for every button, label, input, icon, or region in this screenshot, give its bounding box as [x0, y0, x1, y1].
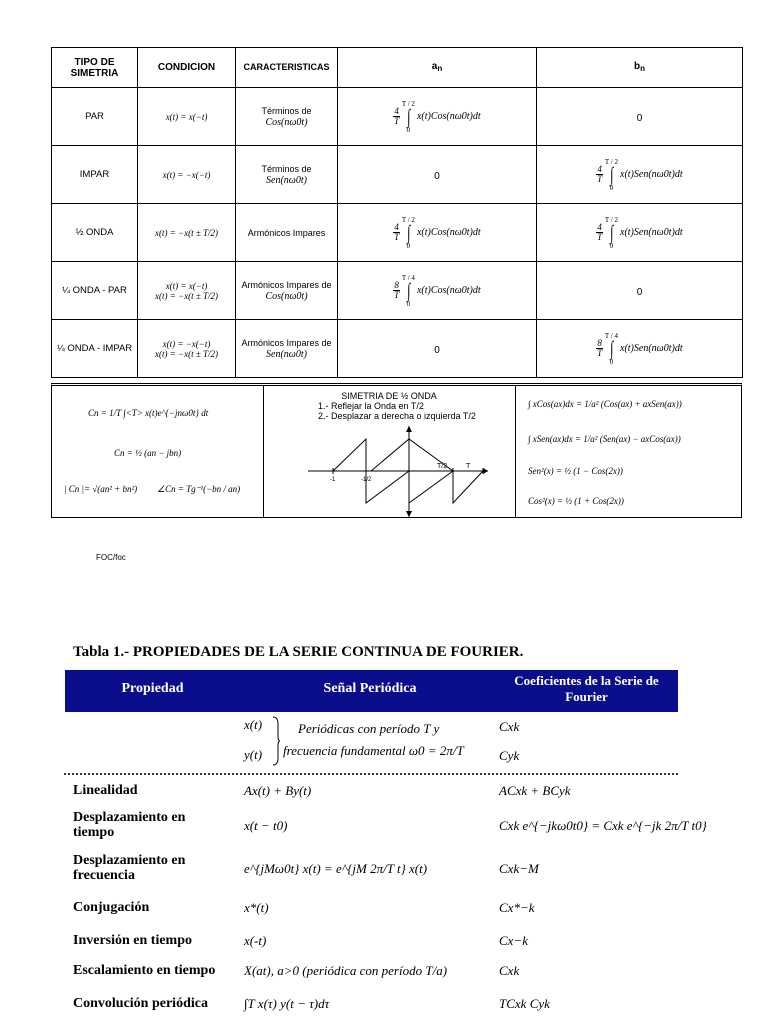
half-wave-step-1: 1.- Reflejar la Onda en T/2: [318, 401, 424, 411]
header-an: $a_n$: [338, 48, 537, 88]
axis-label-t2: T/2: [437, 463, 448, 470]
symmetry-row: [52, 262, 743, 320]
zero-value: 0: [636, 112, 643, 124]
integral-sign-icon: ∫: [406, 105, 411, 128]
bn-formula: [537, 320, 743, 378]
identity-cos2: Cos²(x) = ½ (1 + Cos(2x)): [528, 496, 624, 506]
intro-coef-x: Cxk: [499, 719, 520, 734]
zero-value: 0: [434, 170, 440, 182]
an-formula: [338, 88, 537, 146]
property-signal: x(-t): [244, 933, 267, 948]
integral-sign-icon: ∫: [609, 337, 614, 360]
integral-sign-icon: ∫: [609, 163, 614, 186]
property-signal: x(t − t0): [244, 818, 288, 833]
symmetry-table: [51, 47, 743, 378]
symmetry-type: PAR: [52, 88, 138, 146]
integral-sign-icon: ∫: [406, 221, 411, 244]
symmetry-condition: x(t) = −x(−t): [138, 146, 236, 204]
symmetry-characteristics: Términos de Cos(nω0t): [236, 88, 338, 146]
symmetry-type: ¼ ONDA - PAR: [52, 262, 138, 320]
an-formula: [338, 262, 537, 320]
property-name: Escalamiento en tiempo: [73, 963, 216, 978]
identity-xsen: ∫ xSen(ax)dx = 1/a² (Sen(ax) − axCos(ax)): [528, 434, 681, 444]
formula-cn-integral: Cn = 1/T ∫<T> x(t)e^{−jnω0t} dt: [88, 408, 209, 418]
property-coefficient: Cxk e^{−jkω0t0} = Cxk e^{−jk 2π/T t0}: [499, 818, 707, 833]
properties-table-header: [65, 670, 678, 712]
symmetry-condition: x(t) = −x(−t) x(t) = −x(t ± T/2): [138, 320, 236, 378]
bn-formula: [537, 88, 743, 146]
property-signal: X(at), a>0 (periódica con período T/a): [244, 963, 448, 978]
identity-xcos: ∫ xCos(ax)dx = 1/a² (Cos(ax) + axSen(ax)): [528, 399, 682, 409]
formula-cn-ab: Cn = ½ (an − jbn): [114, 448, 182, 458]
symmetry-characteristics: Armónicos Impares: [236, 204, 338, 262]
fourier-coef-formulas: [52, 386, 264, 517]
symmetry-row: [52, 146, 743, 204]
symmetry-type: ¼ ONDA - IMPAR: [52, 320, 138, 378]
integral-expression: $\frac{4}{T}$ T / 2 ∫ 0 x(t)Sen(nω0t)dt: [597, 157, 683, 192]
property-signal: ∫T x(τ) y(t − τ)dτ: [244, 996, 330, 1011]
axis-label-t: T: [466, 463, 471, 470]
symmetry-characteristics: Armónicos Impares de Cos(nω0t): [236, 262, 338, 320]
footer-note: FOC/foc: [96, 553, 126, 562]
integral-expression: $\frac{4}{T}$ T / 2 ∫ 0 x(t)Sen(nω0t)dt: [597, 215, 683, 250]
property-coefficient: Cxk−M: [499, 861, 539, 876]
identity-sen2: Sen²(x) = ½ (1 − Cos(2x)): [528, 466, 623, 476]
an-formula: [338, 146, 537, 204]
property-coefficient: Cx−k: [499, 933, 528, 948]
property-name: Desplazamiento en frecuencia: [73, 853, 186, 883]
half-wave-step-2: 2.- Desplazar a derecha o izquierda T/2: [318, 411, 476, 421]
formula-cn-angle: ∠Cn = Tg⁻¹(−bn / an): [157, 484, 241, 494]
symmetry-condition: x(t) = −x(t ± T/2): [138, 204, 236, 262]
symmetry-characteristics: Armónicos Impares de Sen(nω0t): [236, 320, 338, 378]
axis-label-neg-half: -1/2: [361, 477, 372, 483]
symmetry-characteristics: Términos de Sen(nω0t): [236, 146, 338, 204]
header-caracteristicas: CARACTERISTICAS: [236, 48, 338, 88]
property-coefficient: Cxk: [499, 963, 520, 978]
symmetry-type: IMPAR: [52, 146, 138, 204]
formula-box: [51, 383, 742, 518]
integral-sign-icon: ∫: [406, 279, 411, 302]
intro-coef-y: Cyk: [499, 748, 520, 763]
properties-table-title: Tabla 1.- PROPIEDADES DE LA SERIE CONTINUA DE FOURIER.: [73, 644, 524, 660]
an-formula: [338, 320, 537, 378]
zero-value: 0: [434, 344, 440, 356]
bn-formula: [537, 204, 743, 262]
symmetry-condition: x(t) = x(−t) x(t) = −x(t ± T/2): [138, 262, 236, 320]
header-senal: Señal Periódica: [323, 681, 417, 696]
intro-signal-y: y(t): [244, 747, 263, 762]
header-propiedad: Propiedad: [121, 681, 184, 696]
symmetry-row: [52, 320, 743, 378]
symmetry-type: ½ ONDA: [52, 204, 138, 262]
property-name: Convolución periódica: [73, 996, 208, 1011]
integral-expression: $\frac{8}{T}$ T / 4 ∫ 0 x(t)Sen(nω0t)dt: [597, 331, 683, 366]
property-name: Inversión en tiempo: [73, 933, 192, 948]
zero-value: 0: [636, 286, 643, 298]
bn-formula: [537, 146, 743, 204]
property-signal: x*(t): [244, 900, 269, 915]
intro-signal-x: x(t): [244, 717, 263, 732]
integral-expression: $\frac{8}{T}$ T / 4 ∫ 0 x(t)Cos(nω0t)dt: [394, 273, 481, 308]
integral-identities: [515, 386, 741, 517]
property-name: Desplazamiento en tiempo: [73, 810, 186, 840]
axis-label-neg1: -1: [330, 477, 336, 483]
property-coefficient: TCxk Cyk: [499, 996, 550, 1011]
intro-note-1: Periódicas con período T y: [298, 721, 440, 736]
property-name: Linealidad: [73, 783, 138, 798]
intro-note-2: frecuencia fundamental ω0 = 2π/T: [283, 743, 464, 758]
property-signal: Ax(t) + By(t): [244, 783, 312, 798]
integral-expression: $\frac{4}{T}$ T / 2 ∫ 0 x(t)Cos(nω0t)dt: [394, 99, 481, 134]
header-coeficientes: Coeficientes de la Serie de Fourier: [514, 673, 659, 704]
integral-sign-icon: ∫: [609, 221, 614, 244]
symmetry-condition: x(t) = x(−t): [138, 88, 236, 146]
symmetry-row: [52, 88, 743, 146]
header-tipo: TIPO DE SIMETRIA: [52, 48, 138, 88]
header-bn: $b_n$: [537, 48, 743, 88]
header-condicion: CONDICION: [138, 48, 236, 88]
property-coefficient: ACxk + BCyk: [499, 783, 571, 798]
half-wave-title: SIMETRIA DE ½ ONDA: [341, 391, 437, 401]
dotted-divider: [64, 773, 678, 775]
property-name: Conjugación: [73, 900, 150, 915]
property-coefficient: Cx*−k: [499, 900, 535, 915]
integral-expression: $\frac{4}{T}$ T / 2 ∫ 0 x(t)Cos(nω0t)dt: [394, 215, 481, 250]
half-wave-section: [263, 386, 516, 517]
bn-formula: [537, 262, 743, 320]
half-wave-diagram: [303, 424, 493, 519]
property-signal: e^{jMω0t} x(t) = e^{jM 2π/T t} x(t): [244, 861, 428, 876]
intro-brace-icon: [272, 716, 280, 766]
symmetry-row: [52, 204, 743, 262]
an-formula: [338, 204, 537, 262]
formula-cn-mag: | Cn |= √(an² + bn²): [64, 484, 138, 494]
